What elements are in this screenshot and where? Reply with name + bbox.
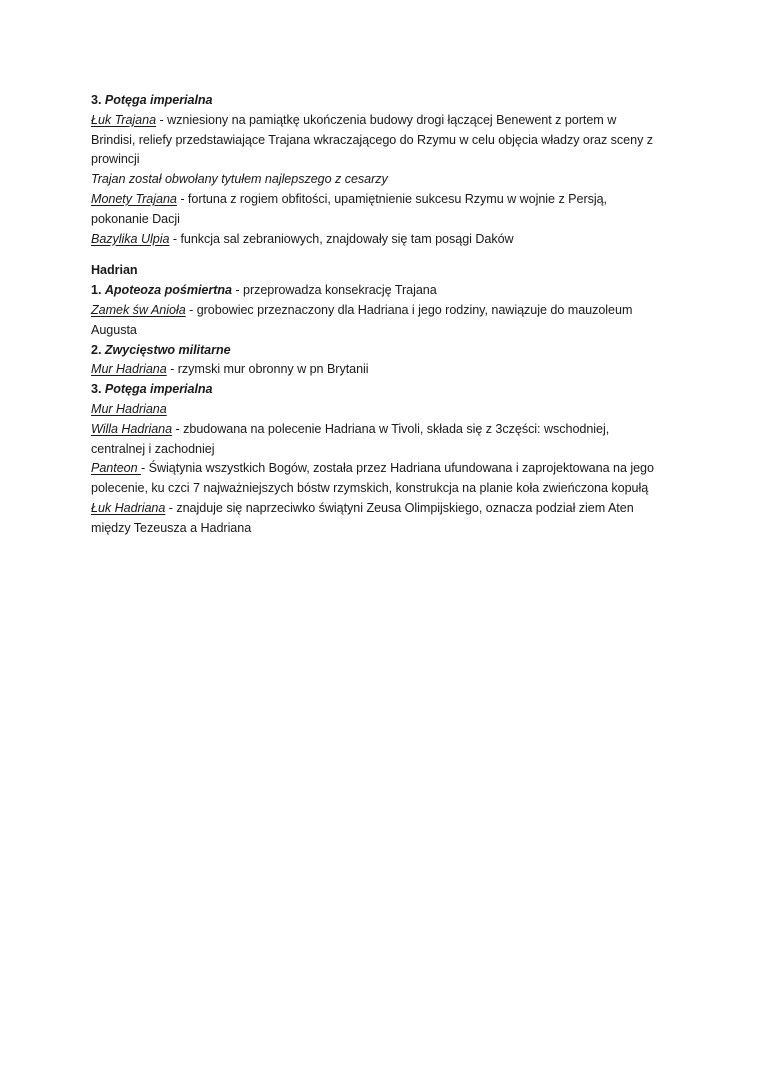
subheading-title: Potęga imperialna (104, 93, 213, 107)
term-description: - funkcja sal zebraniowych, znajdowały się tam posągi Daków (169, 231, 514, 246)
subheading-title: Zwycięstwo militarne (104, 342, 231, 357)
section-trajan-continued (91, 91, 681, 249)
text-line (91, 459, 681, 479)
text-line (91, 190, 681, 210)
text-line: pokonanie Dacji (91, 211, 180, 226)
subheading-number: 2. (91, 342, 102, 357)
subheading (91, 341, 681, 361)
term-description: - znajduje się naprzeciwko świątyni Zeusa Olimpijskiego, oznacza podział ziem Aten (165, 500, 634, 515)
subheading-number: 3. (91, 93, 102, 107)
term-link[interactable]: Panteon (91, 461, 142, 476)
text-line: Brindisi, reliefy przedstawiające Trajana wkraczającego do Rzymu w celu objęcia władzy oraz sceny z (91, 132, 654, 147)
subheading-number: 1. (91, 283, 102, 298)
subheading (91, 91, 681, 111)
term-link[interactable]: Monety Trajana (91, 191, 177, 206)
text-line (91, 499, 681, 519)
document-page (91, 91, 681, 539)
term-description: - grobowiec przeznaczony dla Hadriana i jego rodziny, nawiązuje do mauzoleum (185, 302, 633, 317)
term-description: - fortuna z rogiem obfitości, upamiętnienie sukcesu Rzymu w wojnie z Persją, (176, 191, 607, 206)
term-link[interactable]: Łuk Trajana (91, 112, 157, 127)
term-description: - wzniesiony na pamiątkę ukończenia budowy drogi łączącej Benewent z portem w (156, 112, 617, 127)
subheading (91, 380, 681, 400)
section-hadrian (91, 261, 681, 538)
text-line (91, 230, 681, 250)
text-line (91, 111, 681, 131)
subheading-number: 3. (91, 382, 102, 397)
subheading-title: Potęga imperialna (104, 382, 213, 397)
text-line: centralnej i zachodniej (91, 441, 215, 456)
term-description: - zbudowana na polecenie Hadriana w Tivoli, składa się z 3części: wschodniej, (172, 421, 610, 436)
section-gap (91, 249, 681, 261)
term-description: - rzymski mur obronny w pn Brytanii (166, 362, 369, 377)
subheading-title: Apoteoza pośmiertna (104, 283, 232, 298)
term-link[interactable]: Łuk Hadriana (91, 500, 166, 515)
text-line (91, 360, 681, 380)
text-line: Augusta (91, 322, 137, 337)
text-line (91, 420, 681, 440)
term-link[interactable]: Mur Hadriana (91, 401, 167, 416)
italic-note: Trajan został obwołany tytułem najlepszego z cesarzy (91, 172, 388, 187)
term-link[interactable]: Mur Hadriana (91, 362, 167, 377)
text-line (91, 400, 681, 420)
text-line: między Tezeusza a Hadriana (91, 520, 252, 535)
text-line (91, 301, 681, 321)
subheading (91, 281, 681, 301)
text-line: polecenie, ku czci 7 najważniejszych bóstw rzymskich, konstrukcja na planie koła zwieńczona kopułą (91, 481, 649, 496)
term-description: - Świątynia wszystkich Bogów, została przez Hadriana ufundowana i zaprojektowana na jego (141, 461, 654, 476)
subheading-description: - przeprowadza konsekrację Trajana (231, 283, 437, 298)
text-line: prowincji (91, 152, 140, 167)
section-heading: Hadrian (91, 263, 138, 278)
term-link[interactable]: Zamek św Anioła (91, 302, 186, 317)
term-link[interactable]: Willa Hadriana (91, 421, 173, 436)
term-link[interactable]: Bazylika Ulpia (91, 231, 170, 246)
